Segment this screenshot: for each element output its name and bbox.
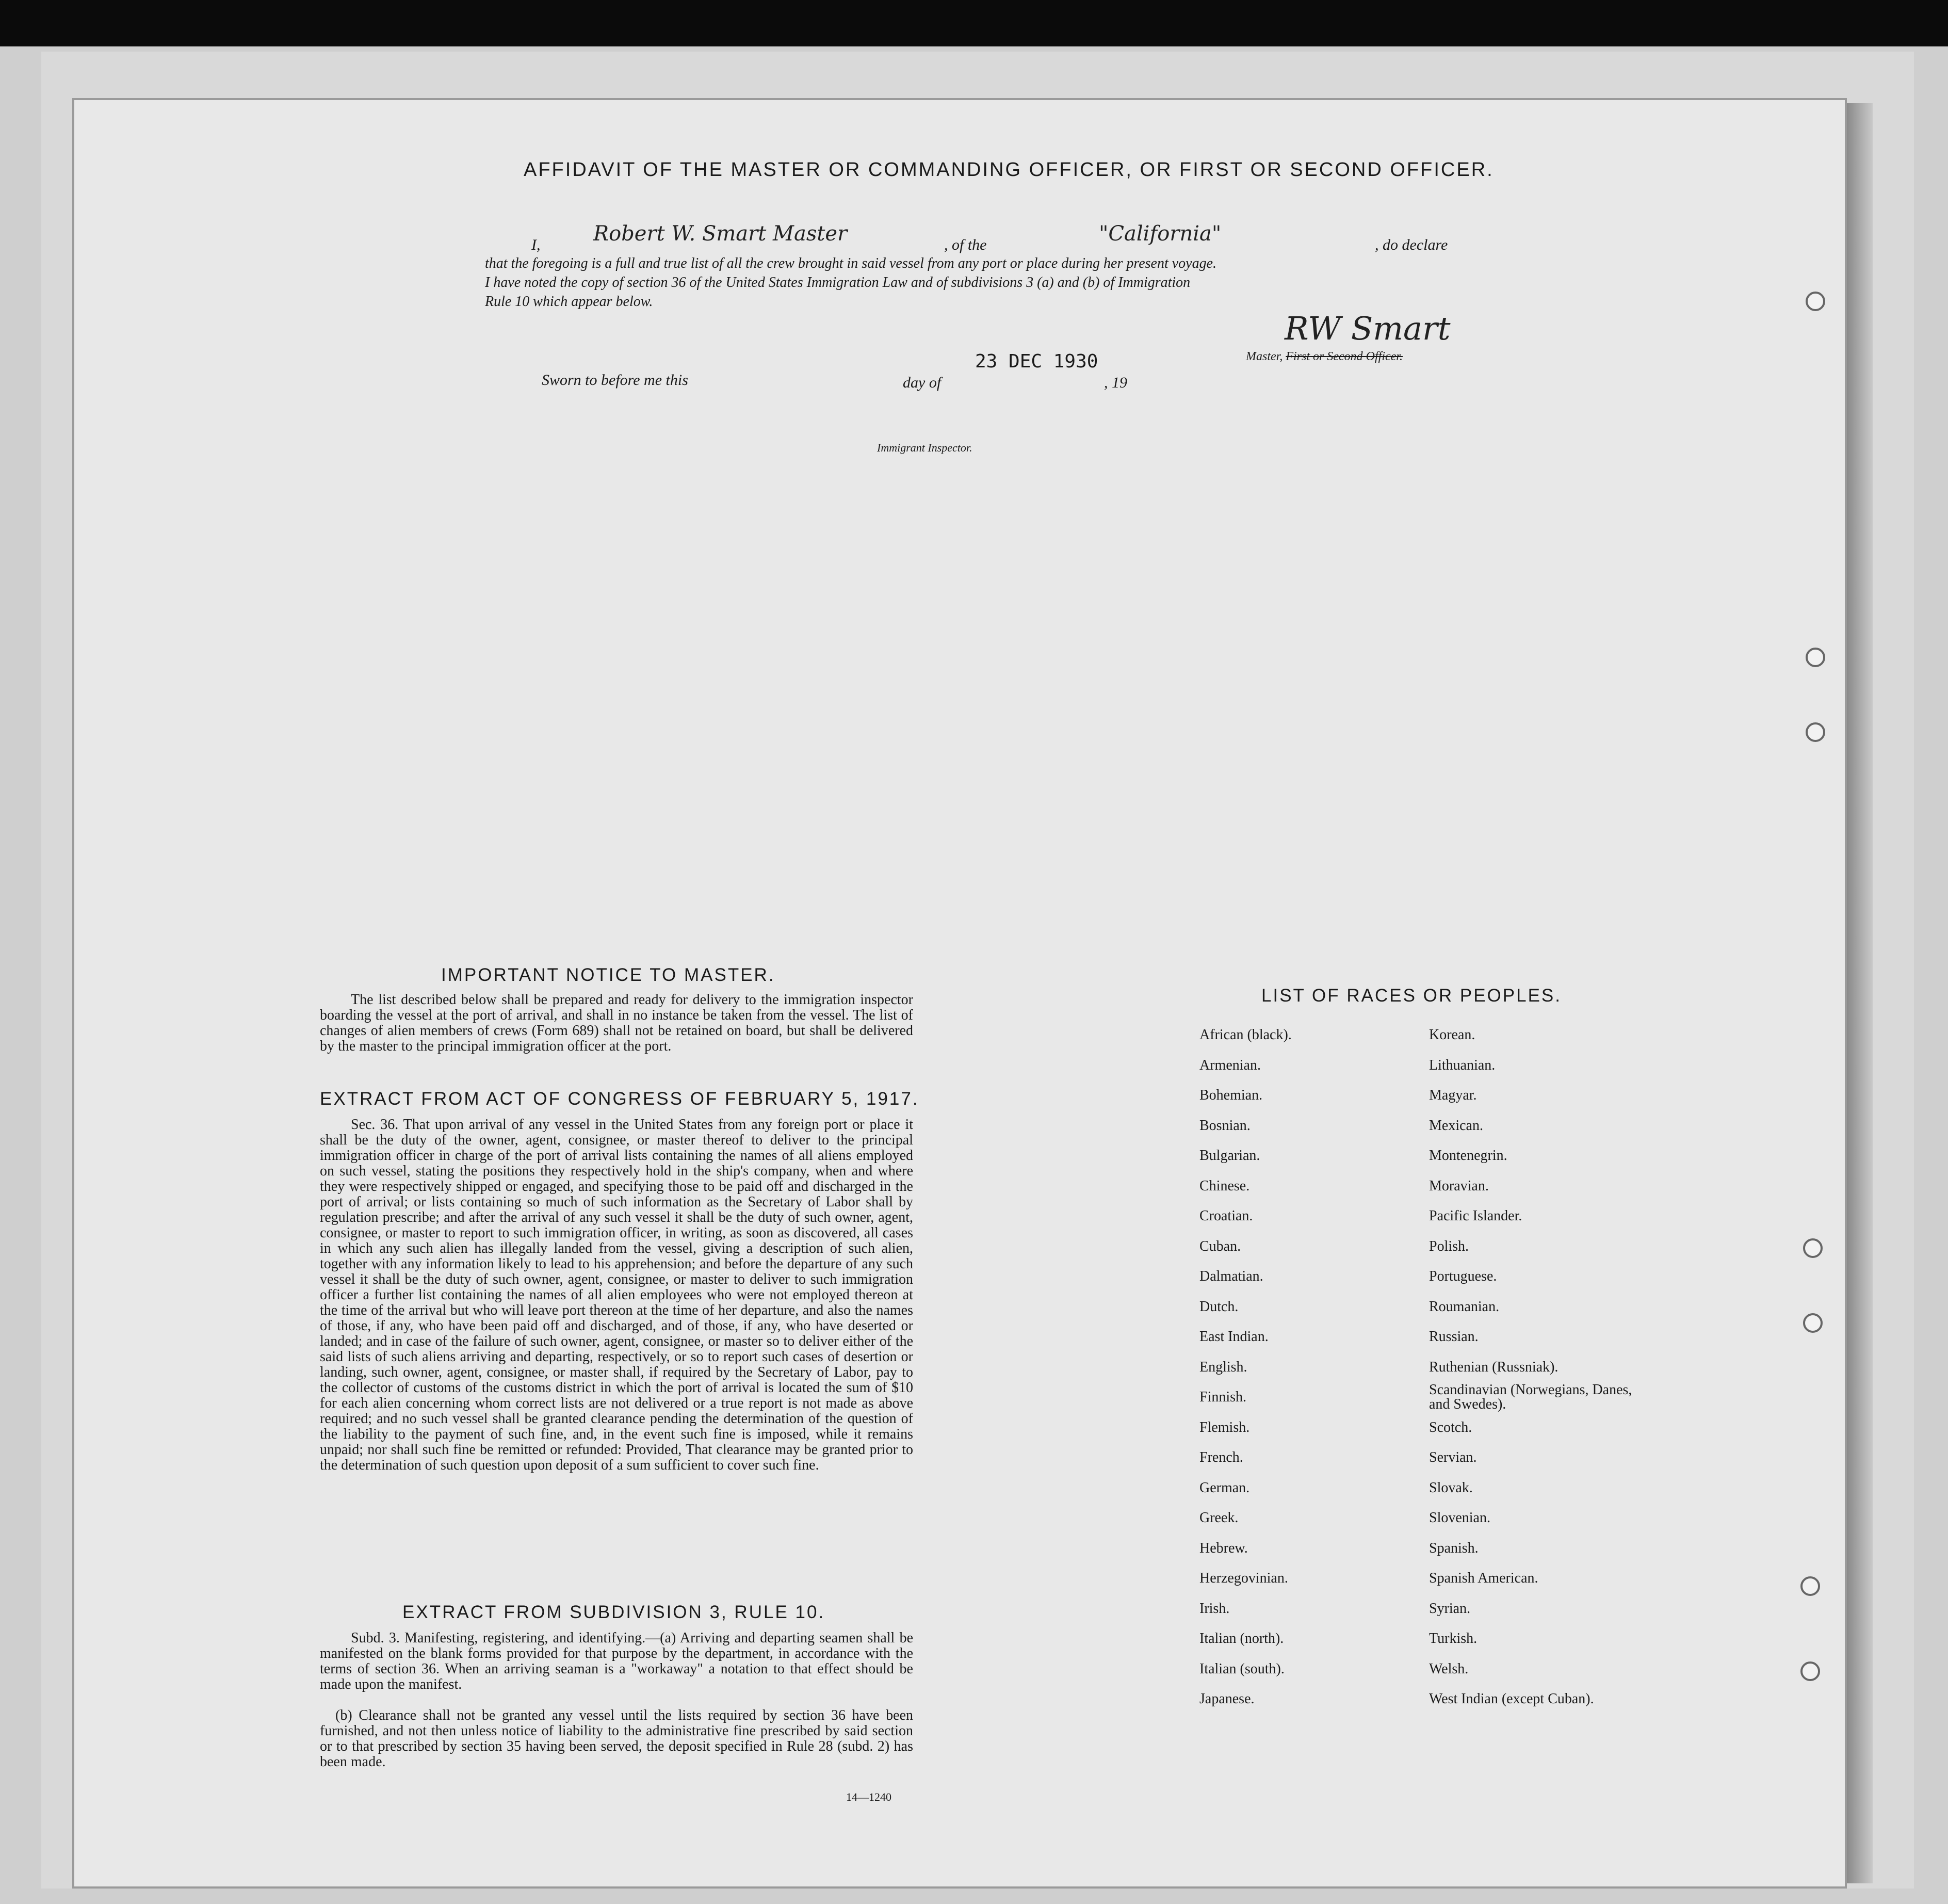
punch-hole <box>1803 1238 1823 1258</box>
master-label-line <box>1246 350 1403 364</box>
race-entry: Hebrew. <box>1199 1540 1248 1556</box>
extract-rule-title: EXTRACT FROM SUBDIVISION 3, RULE 10. <box>402 1602 825 1622</box>
race-entry: Slovenian. <box>1429 1510 1490 1526</box>
date-stamp: 23 DEC 1930 <box>975 351 1098 372</box>
race-entry: Polish. <box>1429 1238 1469 1254</box>
race-entry: Roumanian. <box>1429 1298 1500 1315</box>
race-entry: Moravian. <box>1429 1177 1489 1194</box>
race-entry: Ruthenian (Russniak). <box>1429 1359 1559 1375</box>
form-number: 14—1240 <box>846 1790 891 1803</box>
race-entry: Herzegovinian. <box>1199 1570 1288 1586</box>
race-entry: Turkish. <box>1429 1631 1478 1647</box>
race-entry: Bohemian. <box>1199 1087 1263 1103</box>
race-entry: Finnish. <box>1199 1389 1247 1405</box>
race-entry: Scotch. <box>1429 1419 1472 1435</box>
race-entry: Italian (north). <box>1199 1631 1284 1647</box>
affidavit-line4: Rule 10 which appear below. <box>485 294 653 310</box>
race-entry: Russian. <box>1429 1329 1479 1345</box>
race-entry: Servian. <box>1429 1449 1477 1465</box>
race-entry: German. <box>1199 1479 1250 1496</box>
race-entry: West Indian (except Cuban). <box>1429 1691 1594 1707</box>
race-entry: Spanish American. <box>1429 1570 1538 1586</box>
race-entry: Croatian. <box>1199 1208 1253 1224</box>
affidavit-do-declare: , do declare <box>1375 236 1448 253</box>
race-entry: Cuban. <box>1199 1238 1241 1254</box>
race-entry: Syrian. <box>1429 1600 1471 1617</box>
punch-hole <box>1800 1661 1820 1681</box>
race-entry: African (black). <box>1199 1027 1292 1043</box>
master-label: Master, <box>1246 350 1283 363</box>
affidavit-line2: that the foregoing is a full and true list of all the crew brought in said vessel from any port or place during her present voyage. <box>485 255 1217 271</box>
race-entry: French. <box>1199 1449 1243 1465</box>
vessel-name-handwritten: "California" <box>1099 222 1222 246</box>
punch-hole <box>1800 1576 1820 1596</box>
sworn-label: Sworn to before me this <box>542 372 688 389</box>
subdivision-3-text: Subd. 3. Manifesting, registering, and identifying.—(a) Arriving and departing seamen shall be manifested on the blank forms provided for that purpose by the department, in accordance with the terms of section 36. When an arriving seaman is a "workaway" a notation to that effect should be made upon the manifest. <box>320 1630 913 1692</box>
race-entry: Bosnian. <box>1199 1117 1251 1134</box>
page-edge-shadow <box>1847 103 1873 1883</box>
punch-hole <box>1806 648 1825 667</box>
document-page <box>72 98 1847 1889</box>
race-entry: Chinese. <box>1199 1177 1250 1194</box>
race-entry: Irish. <box>1199 1600 1230 1617</box>
punch-hole <box>1806 292 1825 311</box>
immigrant-inspector-label: Immigrant Inspector. <box>877 441 972 454</box>
race-entry: Flemish. <box>1199 1419 1250 1435</box>
affidavit-i-label: I, <box>531 236 541 253</box>
race-entry: Dalmatian. <box>1199 1268 1263 1284</box>
race-entry: Armenian. <box>1199 1057 1261 1073</box>
master-signature: RW Smart <box>1285 310 1451 347</box>
affidavit-title: AFFIDAVIT OF THE MASTER OR COMMANDING OFFICER, OR FIRST OR SECOND OFFICER. <box>524 159 1494 181</box>
race-entry: Lithuanian. <box>1429 1057 1496 1073</box>
notice-title: IMPORTANT NOTICE TO MASTER. <box>441 965 775 985</box>
struck-officer-label: First or Second Officer. <box>1286 350 1403 363</box>
race-entry: Montenegrin. <box>1429 1148 1507 1164</box>
subdivision-b-text: (b) Clearance shall not be granted any vessel until the lists required by section 36 have been furnished, and not then unless notice of liability to the administrative fine prescribed by said section or to that prescribed by section 35 having been served, the deposit specified in Rule 28 (subd. 2) has been made. <box>320 1707 913 1770</box>
section-36-text: Sec. 36. That upon arrival of any vessel in the United States from any foreign port or place it shall be the duty of the owner, agent, consignee, or master thereof to deliver to the principal immigration officer in charge of the port of arrival lists containing the names of all aliens employed on such vessel, stating the positions they respectively hold in the ship's company, when and where they were respectively shipped or engaged, and specifying those to be paid off and discharged in the port of arrival; or lists containing so much of such information as the Secretary of Labor shall by regulation prescribe; and after the arrival of any such vessel it shall be the duty of such owner, agent, consignee, or master to report to such immigration officer, in writing, as soon as discovered, all cases in which any such alien has illegally landed from the vessel, giving a description of such alien, together with any information likely to lead to his apprehension; and before the departure of any such vessel it shall be the duty of such owner, agent, consignee, or master to deliver to such immigration officer a further list containing the names of all alien employees who were not employed thereon at the time of the arrival but who will leave port thereon at the time of her departure, and also the names of those, if any, who have been paid off and discharged, and of those, if any, who have deserted or landed; and in case of the failure of such owner, agent, consignee, or master so to deliver either of the said lists of such aliens arriving and departing, respectively, or so to report such cases of desertion or landing, such owner, agent, consignee, or master shall, if required by the Secretary of Labor, pay to the collector of customs of the customs district in which the port of arrival is located the sum of $10 for each alien concerning whom correct lists are not delivered or a true report is not made as above required; and no such vessel shall be granted clearance pending the determination of the question of the liability to the payment of such fine, and, in the event such fine is imposed, while it remains unpaid; nor shall such fine be remitted or refunded: Provided, That clearance may be granted prior to the determination of such question upon deposit of a sum sufficient to cover such fine. <box>320 1117 913 1473</box>
punch-hole <box>1806 722 1825 742</box>
race-entry: Korean. <box>1429 1027 1475 1043</box>
race-entry: Welsh. <box>1429 1660 1469 1677</box>
day-of-label: day of <box>903 374 941 391</box>
race-entry: Italian (south). <box>1199 1660 1285 1677</box>
race-entry: Magyar. <box>1429 1087 1477 1103</box>
master-name-handwritten: Robert W. Smart Master <box>593 222 848 246</box>
races-title: LIST OF RACES OR PEOPLES. <box>1261 986 1562 1006</box>
race-entry: Greek. <box>1199 1510 1239 1526</box>
year-label: , 19 <box>1104 374 1127 391</box>
affidavit-line3: I have noted the copy of section 36 of the United States Immigration Law and of subdivisions 3 (a) and (b) of Immigration <box>485 275 1191 291</box>
notice-paragraph: The list described below shall be prepared and ready for delivery to the immigration inspector boarding the vessel at the port of arrival, and shall in no instance be taken from the vessel. The list of changes of alien members of crews (Form 689) shall not be retained on board, but shall be delivered by the master to the principal immigration officer at the port. <box>320 992 913 1054</box>
race-entry: Scandinavian (Norwegians, Danes, and Swedes). <box>1429 1382 1632 1412</box>
race-entry: Dutch. <box>1199 1298 1239 1315</box>
race-entry: Slovak. <box>1429 1479 1473 1496</box>
race-entry: Bulgarian. <box>1199 1148 1260 1164</box>
race-entry: English. <box>1199 1359 1247 1375</box>
race-entry: Japanese. <box>1199 1691 1255 1707</box>
race-entry: Pacific Islander. <box>1429 1208 1522 1224</box>
punch-hole <box>1803 1313 1823 1333</box>
affidavit-of-the: , of the <box>944 236 987 253</box>
race-entry: Spanish. <box>1429 1540 1479 1556</box>
race-entry: East Indian. <box>1199 1329 1269 1345</box>
race-entry: Portuguese. <box>1429 1268 1497 1284</box>
extract-act-title: EXTRACT FROM ACT OF CONGRESS OF FEBRUARY 5, 1917. <box>320 1089 919 1109</box>
race-entry: Mexican. <box>1429 1117 1483 1134</box>
